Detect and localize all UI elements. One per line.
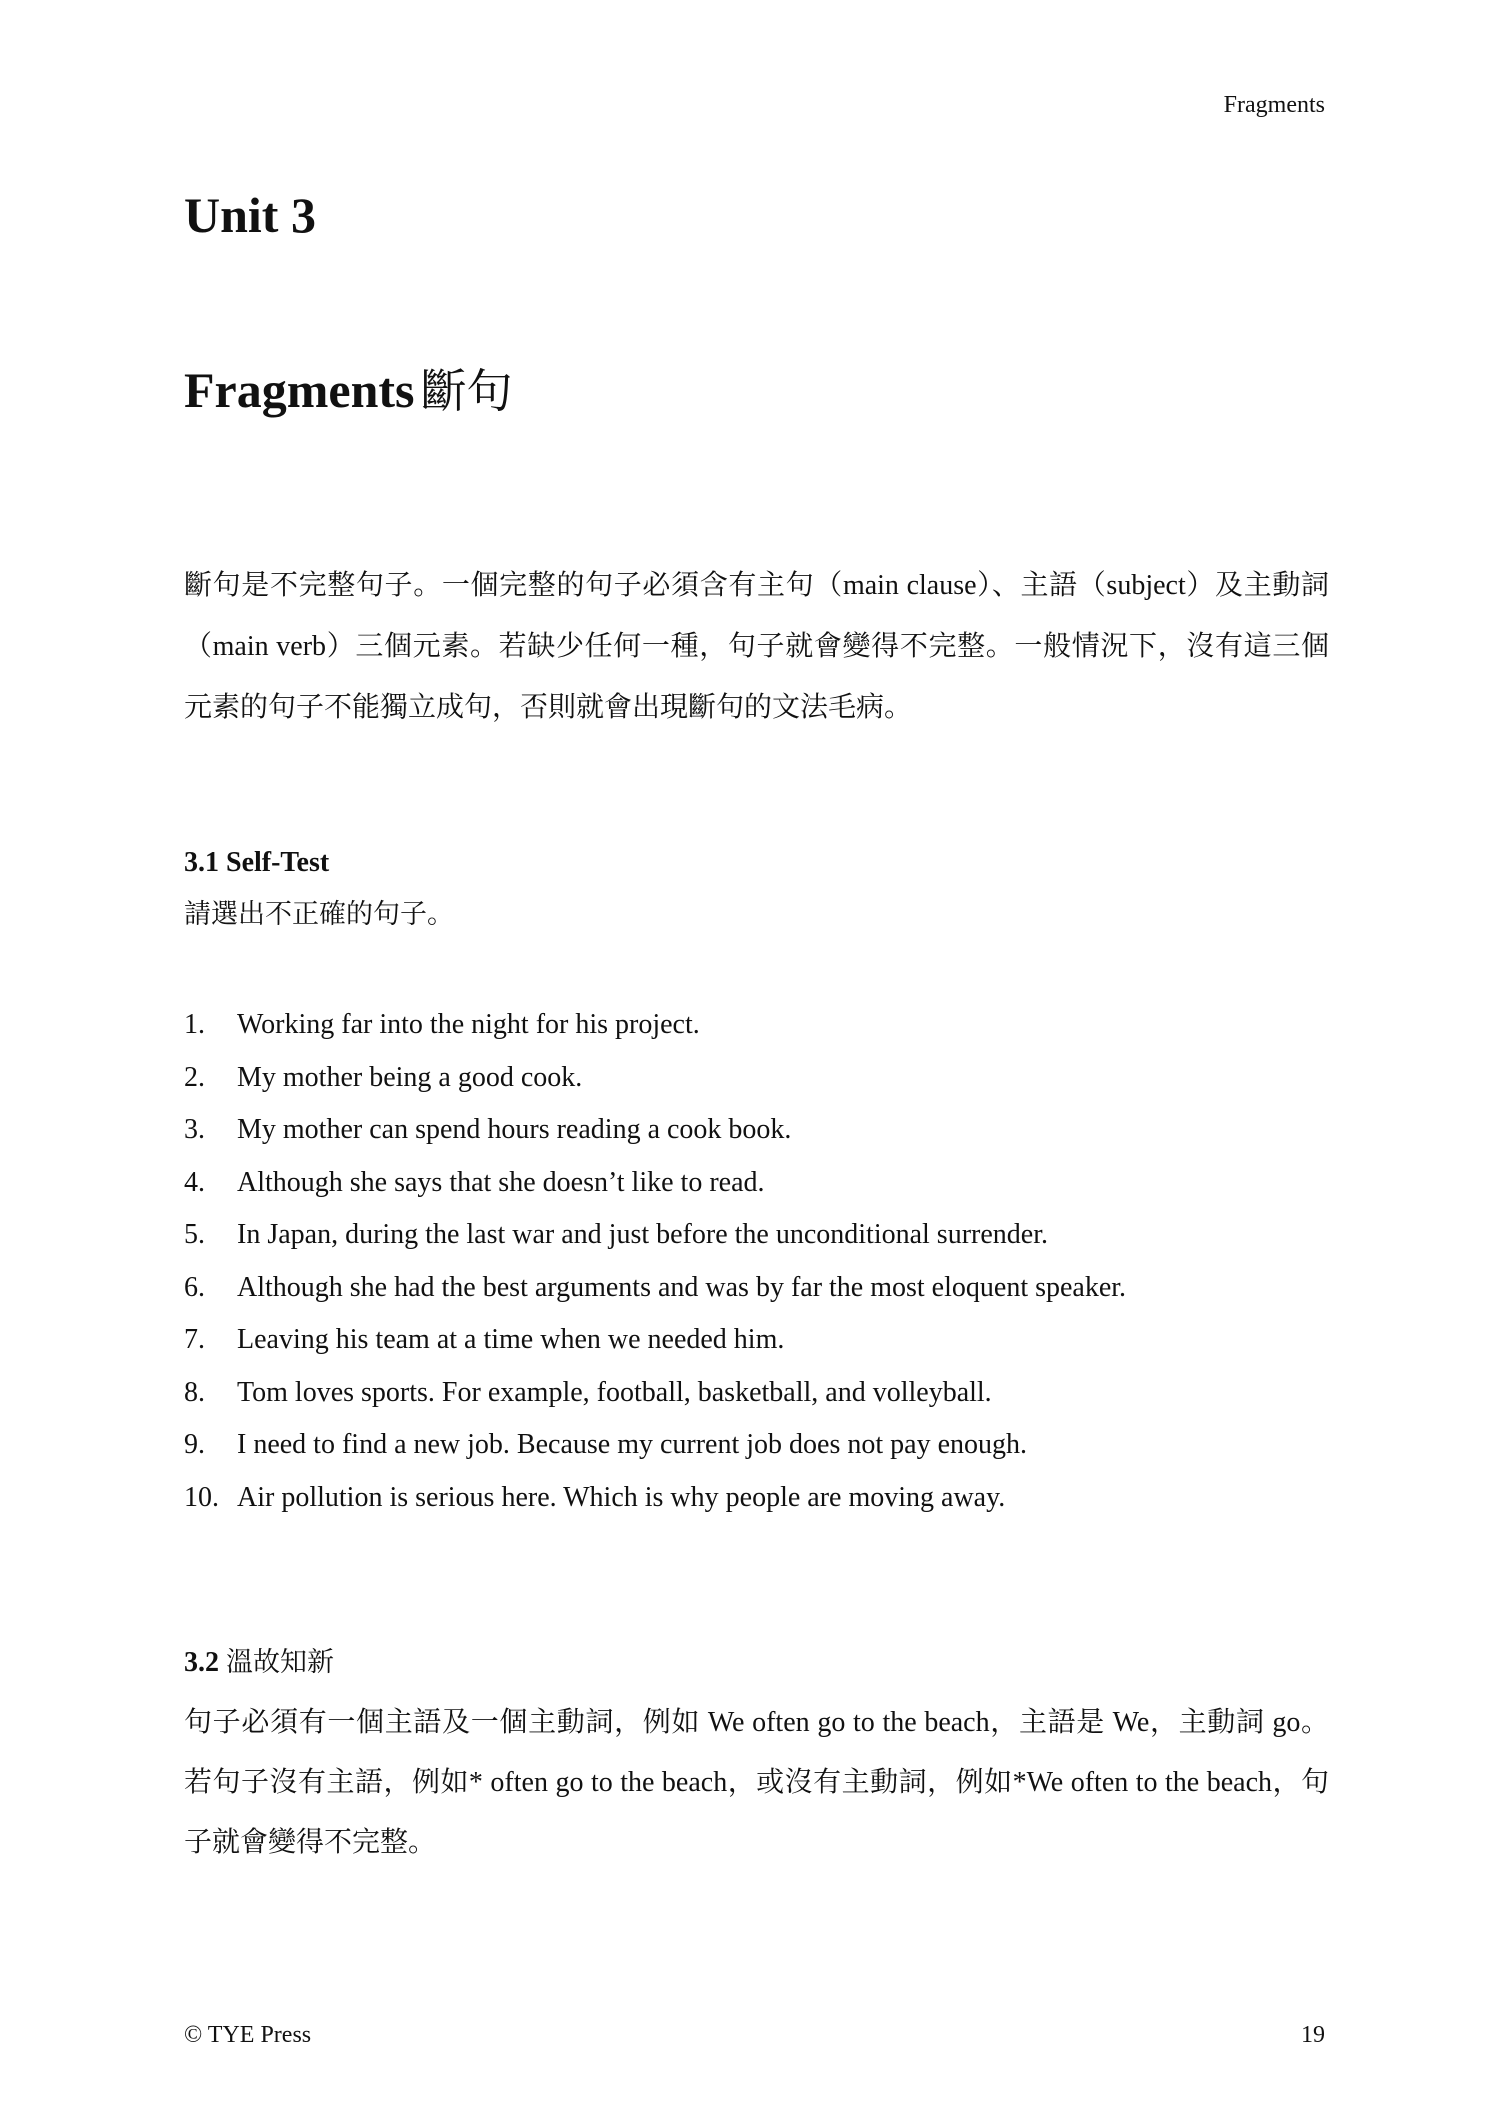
- list-item: [184, 1008, 1329, 1061]
- running-header: Fragments: [1223, 92, 1325, 118]
- item-text: Although she had the best arguments and was by far the most eloquent speaker.: [237, 1271, 1127, 1303]
- unit-title: Unit 3: [184, 187, 316, 243]
- self-test-heading: 3.1 Self-Test: [184, 847, 330, 878]
- footer-publisher: © TYE Press: [184, 2022, 312, 2048]
- page-number: 19: [1301, 2022, 1325, 2048]
- review-heading-text: 溫故知新: [226, 1647, 334, 1678]
- item-number: 7.: [184, 1324, 205, 1355]
- list-item: [184, 1428, 1329, 1481]
- item-text: Air pollution is serious here. Which is why people are moving away.: [237, 1481, 1006, 1513]
- item-number: 3.: [184, 1114, 205, 1145]
- item-text: I need to find a new job. Because my current job does not pay enough.: [237, 1429, 1028, 1460]
- item-number: 10.: [184, 1481, 219, 1513]
- list-item: [184, 1271, 1329, 1324]
- item-text: Leaving his team at a time when we needed him.: [237, 1324, 785, 1355]
- item-text: In Japan, during the last war and just before the unconditional surrender.: [237, 1219, 1048, 1250]
- list-item: [184, 1113, 1329, 1166]
- chapter-title: [184, 360, 513, 421]
- review-heading-number: 3.2: [184, 1647, 219, 1678]
- list-item: [184, 1481, 1329, 1534]
- review-paragraph: 句子必須有一個主語及一個主動詞，例如 We often go to the beach，主語是 We，主動詞 go。若句子沒有主語，例如* often go to the beach，或沒有主動詞，例如*We often to the beach，句子就會變得不完整。: [184, 1707, 1329, 1858]
- item-text: Tom loves sports. For example, football, basketball, and volleyball.: [237, 1376, 992, 1408]
- item-text: Although she says that she doesn’t like to read.: [237, 1166, 765, 1198]
- item-number: 1.: [184, 1009, 205, 1040]
- list-item: [184, 1218, 1329, 1271]
- review-heading: [184, 1646, 334, 1680]
- item-number: 8.: [184, 1376, 205, 1408]
- item-number: 2.: [184, 1061, 205, 1093]
- self-test-list: [184, 1008, 1329, 1533]
- list-item: [184, 1166, 1329, 1219]
- chapter-title-en: Fragments: [184, 362, 415, 418]
- chapter-title-zh: 斷句: [420, 364, 513, 418]
- item-text: My mother can spend hours reading a cook book.: [237, 1114, 792, 1145]
- item-text: Working far into the night for his project.: [237, 1009, 700, 1040]
- list-item: [184, 1376, 1329, 1429]
- self-test-instruction: 請選出不正確的句子。: [184, 899, 454, 930]
- item-number: 5.: [184, 1219, 205, 1250]
- item-number: 9.: [184, 1429, 205, 1460]
- list-item: [184, 1061, 1329, 1114]
- item-number: 4.: [184, 1166, 205, 1198]
- list-item: [184, 1323, 1329, 1376]
- intro-paragraph: 斷句是不完整句子。一個完整的句子必須含有主句（main clause）、主語（subject）及主動詞（main verb）三個元素。若缺少任何一種，句子就會變得不完整。一般情況下，沒有這三個元素的句子不能獨立成句，否則就會出現斷句的文法毛病。: [184, 570, 1329, 723]
- item-text: My mother being a good cook.: [237, 1061, 583, 1093]
- item-number: 6.: [184, 1271, 205, 1303]
